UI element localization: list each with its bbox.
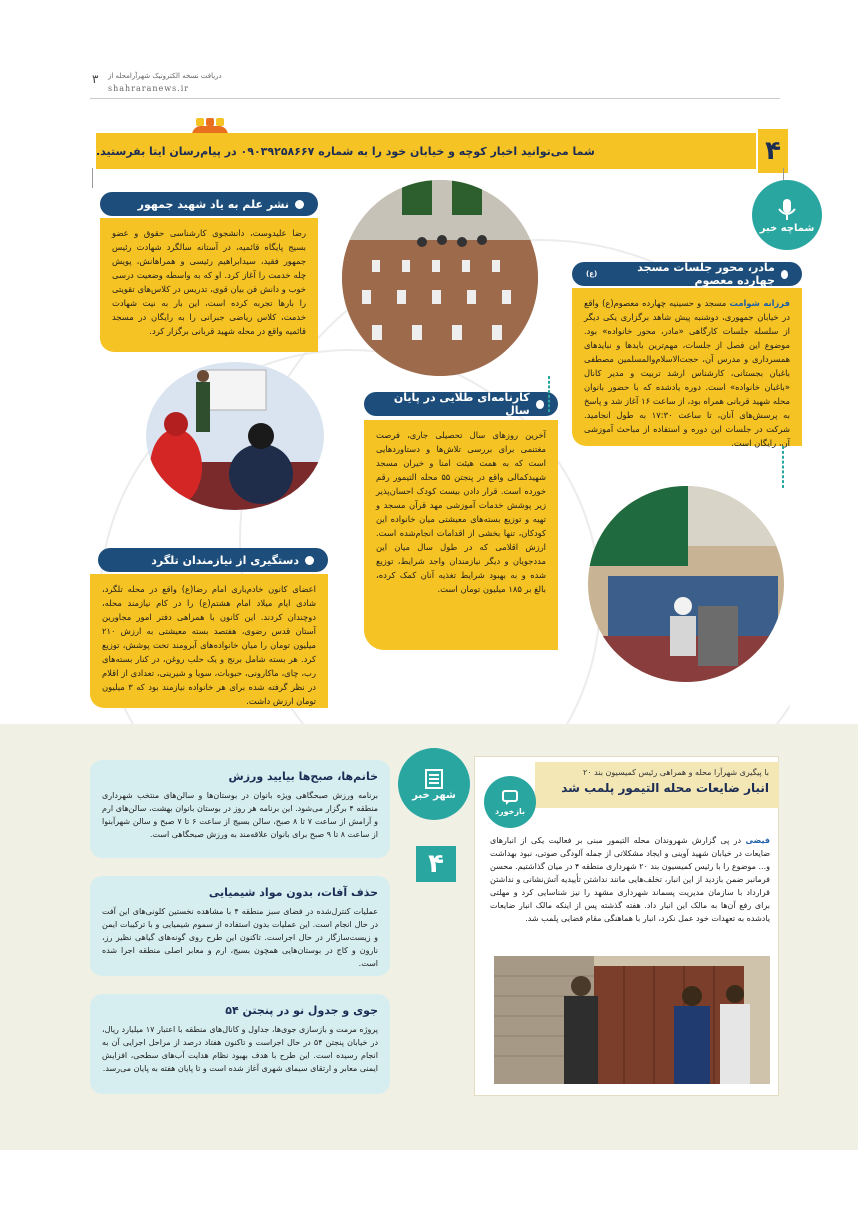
bottom-badge-number: ۴ (416, 846, 456, 882)
microphone-icon (774, 197, 800, 223)
page-number: ۳ (92, 72, 99, 86)
story-tab-dastgiri (98, 548, 328, 572)
story-title-karnameh: کارنامه‌ای طلایی در پایان سال (393, 391, 530, 417)
story-card-karnameh (364, 420, 558, 650)
note-body: پروژه مرمت و بازسازی جوی‌ها، جداول و کانال‌های منطقه با اعتبار ۱۷ میلیارد ریال، در خیابان پنجتن ۵۴ در حال اجراست و تاکنون هفتاد درصد از مراحل اجرایی آن به انجام رسیده است. این طرح با هدف بهبود نظام هدایت آب‌های سطحی، افزایش ایمنی معابر و ارتقای سیمای شهری آغاز شده است و تا پایان هفته به پایان می‌رسد. (102, 1025, 379, 1073)
story-body-elm: رضا علیدوست، دانشجوی کارشناسی حقوق و عضو بسیج پایگاه قائمیه، در آستانه سالگرد شهادت رئیس جمهور فقید، سیدابراهیم رئیسی و همراهانش، پویش چله خدمت را آغاز کرد. او که به واسطه وضعیت درسی خوب و دانش فن بیان قوی، تدریس در کلاس‌های تقویتی را بارها تجربه کرده است، این بار به نیت شهادت خدمت، کلاس ریاضی جبرانی را به رایگان در مسجد قائمیه واقع در محله شهید قربانی برگزار کرد. (112, 228, 306, 336)
feedback-badge (484, 776, 536, 828)
story-card-dastgiri (90, 574, 328, 708)
edition-note: دریافت نسخه الکترونیک شهرآرامحله از (108, 72, 222, 80)
note-card-pests (90, 876, 390, 976)
story-title-madar-sup: (ع) (586, 270, 598, 278)
story-title-madar: مادر، محور جلسات مسجد چهارده معصوم (637, 261, 775, 287)
newspaper-icon (423, 768, 445, 790)
article-body: در پی گزارش شهروندان محله التیمور مبنی بر فعالیت یکی از انبارهای ضایعات در خیابان شهید آوینی و ایجاد مشکلاتی از جمله آلودگی صوتی، نبود بهداشت و... موضوع را با رئیس کمیسیون بند ۲۰ شهرداری منطقه ۴ در میان گذاشتیم. محسن فرمانبر ضمن بازدید از این انبار، تخلف‌هایی مانند نداشتن تأییدیه آتش‌نشانی و نداشتن قرارداد با سازمان مدیریت پسماند شهرداری مشهد را نیز شناسایی کرد و مهلتی برای رفع آن‌ها به مالک این انبار داد. هفته گذشته پس از اینکه مالک انبار ضایعات یادشده به تعهدات خود عمل نکرد، انبار با هماهنگی مقام قضایی پلمب شد. (490, 836, 770, 923)
story-tab-karnameh (364, 392, 558, 416)
article-header (535, 762, 779, 808)
note-title: حذف آفات، بدون مواد شیمیایی (208, 886, 378, 899)
dotted-connector (782, 446, 784, 488)
story-tab-madar (572, 262, 802, 286)
bullet-icon (781, 270, 788, 279)
article-headline: انبار ضایعات محله التیمور پلمب شد (561, 781, 769, 795)
feedback-label: بازخورد (494, 806, 526, 816)
badge-label: شماچه خبر (759, 222, 815, 234)
story-card-madar (572, 288, 802, 446)
story-author-madar: فرزانه شوامت (729, 298, 790, 308)
note-title: خانم‌ها، صبح‌ها بیایید ورزش (228, 770, 378, 783)
mosque-hall-photo (342, 180, 538, 376)
classroom-photo (146, 362, 324, 510)
article-kicker: با پیگیری شهرآرا محله و همراهی رئیس کمیسیون بند ۲۰ (583, 768, 769, 777)
shomache-khabar-badge (752, 180, 822, 250)
bullet-icon (305, 556, 314, 565)
story-body-dastgiri: اعضای کانون خادم‌یاری امام رضا(ع) واقع در محله تلگرد، شادی ایام میلاد امام هشتم(ع) را در کام نیازمند محله، دوچندان کردند. این کانون با همراهی دفتر امور مجاورین آستان قدس رضوی، هفتصد بسته معیشتی به ارزش ۲۱۰ میلیون تومان را میان خانواده‌های آبرومند تحت پوشش، توزیع کرد. هر بسته شامل برنج و یک حلب روغن، در کنار بسته‌های رب، چای، ماکارونی، حبوبات، سویا و شیرینی، تعدادی از اقلام در نظر گرفته شده برای هر خانواده نیازمند بود که ۳ میلیون تومان ارزش داشت. (102, 584, 317, 706)
note-body: عملیات کنترل‌شده در فضای سبز منطقه ۴ با مشاهده نخستین کلونی‌های این آفت در حال انجام است. این عملیات بدون استفاده از سموم شیمیایی و با ترکیبات ایمن و زیست‌سازگار در حال اجراست. تاکنون این طرح روی گونه‌های گیاهی نظیر رز، نارون و کاج در بوستان‌هایی همچون بسیج، ارم و معابر اصلی منطقه اجرا شده است. (102, 907, 378, 968)
dotted-connector (548, 376, 550, 412)
site-url[interactable]: shahraranews.ir (108, 84, 190, 93)
shahr-khabar-badge (398, 748, 470, 820)
story-tab-elm (100, 192, 318, 216)
banner-number: ۴ (758, 129, 788, 173)
article-author: فیضی (745, 836, 770, 845)
lecture-photo (588, 486, 784, 682)
note-card-sports (90, 760, 390, 858)
chat-icon (501, 789, 519, 807)
note-title: جوی و جدول نو در پنجتن ۵۴ (225, 1004, 378, 1017)
note-card-gutters (90, 994, 390, 1094)
story-body-karnameh: آخرین روزهای سال تحصیلی جاری، فرصت مغتنمی برای بررسی تلاش‌ها و دستاوردهایی است که به همت هیئت امنا و خیران مسجد شهیدکمالی واقع در پنجتن ۵۵ محله التیمور رقم خورده است. قرار دادن بیست کودک احسان‌پذیر زیر پوشش خدمات آموزشی مهد قرآن مسجد و تهیه و توزیع بسته‌های معیشتی میان خانواده این کودکان، تنها بخشی از اقدامات انجام‌شده است. ارزش اقلامی که در طول سال میان این مددجویان و دیگر نیازمندان واجد شرایط، توزیع شده و به بهبود شرایط تغذیه آنان کمک کرده، بالغ بر ۱۸۵ میلیون تومان است. (376, 430, 546, 594)
submission-banner (96, 133, 756, 169)
bottom-badge-label: شهر خبر (412, 789, 456, 801)
story-card-elm (100, 218, 318, 352)
bullet-icon (295, 200, 304, 209)
story-title-elm: نشر علم به یاد شهید جمهور (137, 197, 289, 211)
header-divider (90, 98, 780, 99)
article-text (490, 834, 770, 925)
banner-text: شما می‌توانید اخبار کوچه و خیابان خود را به شماره ۰۹۰۳۹۲۵۸۶۶۷ در پیام‌رسان ایتا بفرستید. (96, 144, 595, 158)
warehouse-photo (494, 956, 770, 1084)
story-body-madar: مسجد و حسینیه چهارده معصوم(ع) واقع در خیابان جمهوری، دوشنبه پیش شاهد برگزاری یکی دیگر از سلسله جلسات کارگاهی «مادر، محور خانواده» بود. موضوع این فصل از جلسات، مهم‌ترین بایدها و نبایدهای همسرداری و مدرس آن، حجت‌الاسلام‌والمسلمین مصطفی باغبان بجستانی، کارشناس ارشد تربیت و مدیر کانال «باغبان خانواده» است. دوره یادشده که با حضور بانوان محله شهید قربانی همراه بود، از ساعت ۱۶ آغاز شد و پاسخ به پرسش‌های آنان، تا ساعت ۱۷:۳۰ به طول انجامید. شرکت در جلسات این دوره و استفاده از مباحث آموزشی آن، رایگان است. (584, 298, 790, 448)
story-title-dastgiri: دستگیری از نیازمندان تلگرد (151, 553, 299, 567)
bullet-icon (536, 400, 544, 409)
note-body: برنامه ورزش صبحگاهی ویژه بانوان در بوستان‌ها و سالن‌های منتخب شهرداری منطقه ۴ برگزار می‌شود. این برنامه هر روز در بوستان بانوان بهشت، سالن‌های ارم و آرامش از ساعت ۷ تا ۸ صبح، سالن بسیج از ساعت ۶ تا ۷ صبح و سالن شهرآبنوا از ساعت ۸ تا ۹ صبح برای بانوان علاقه‌مند به ورزش صبحگاهی است. (102, 791, 379, 839)
